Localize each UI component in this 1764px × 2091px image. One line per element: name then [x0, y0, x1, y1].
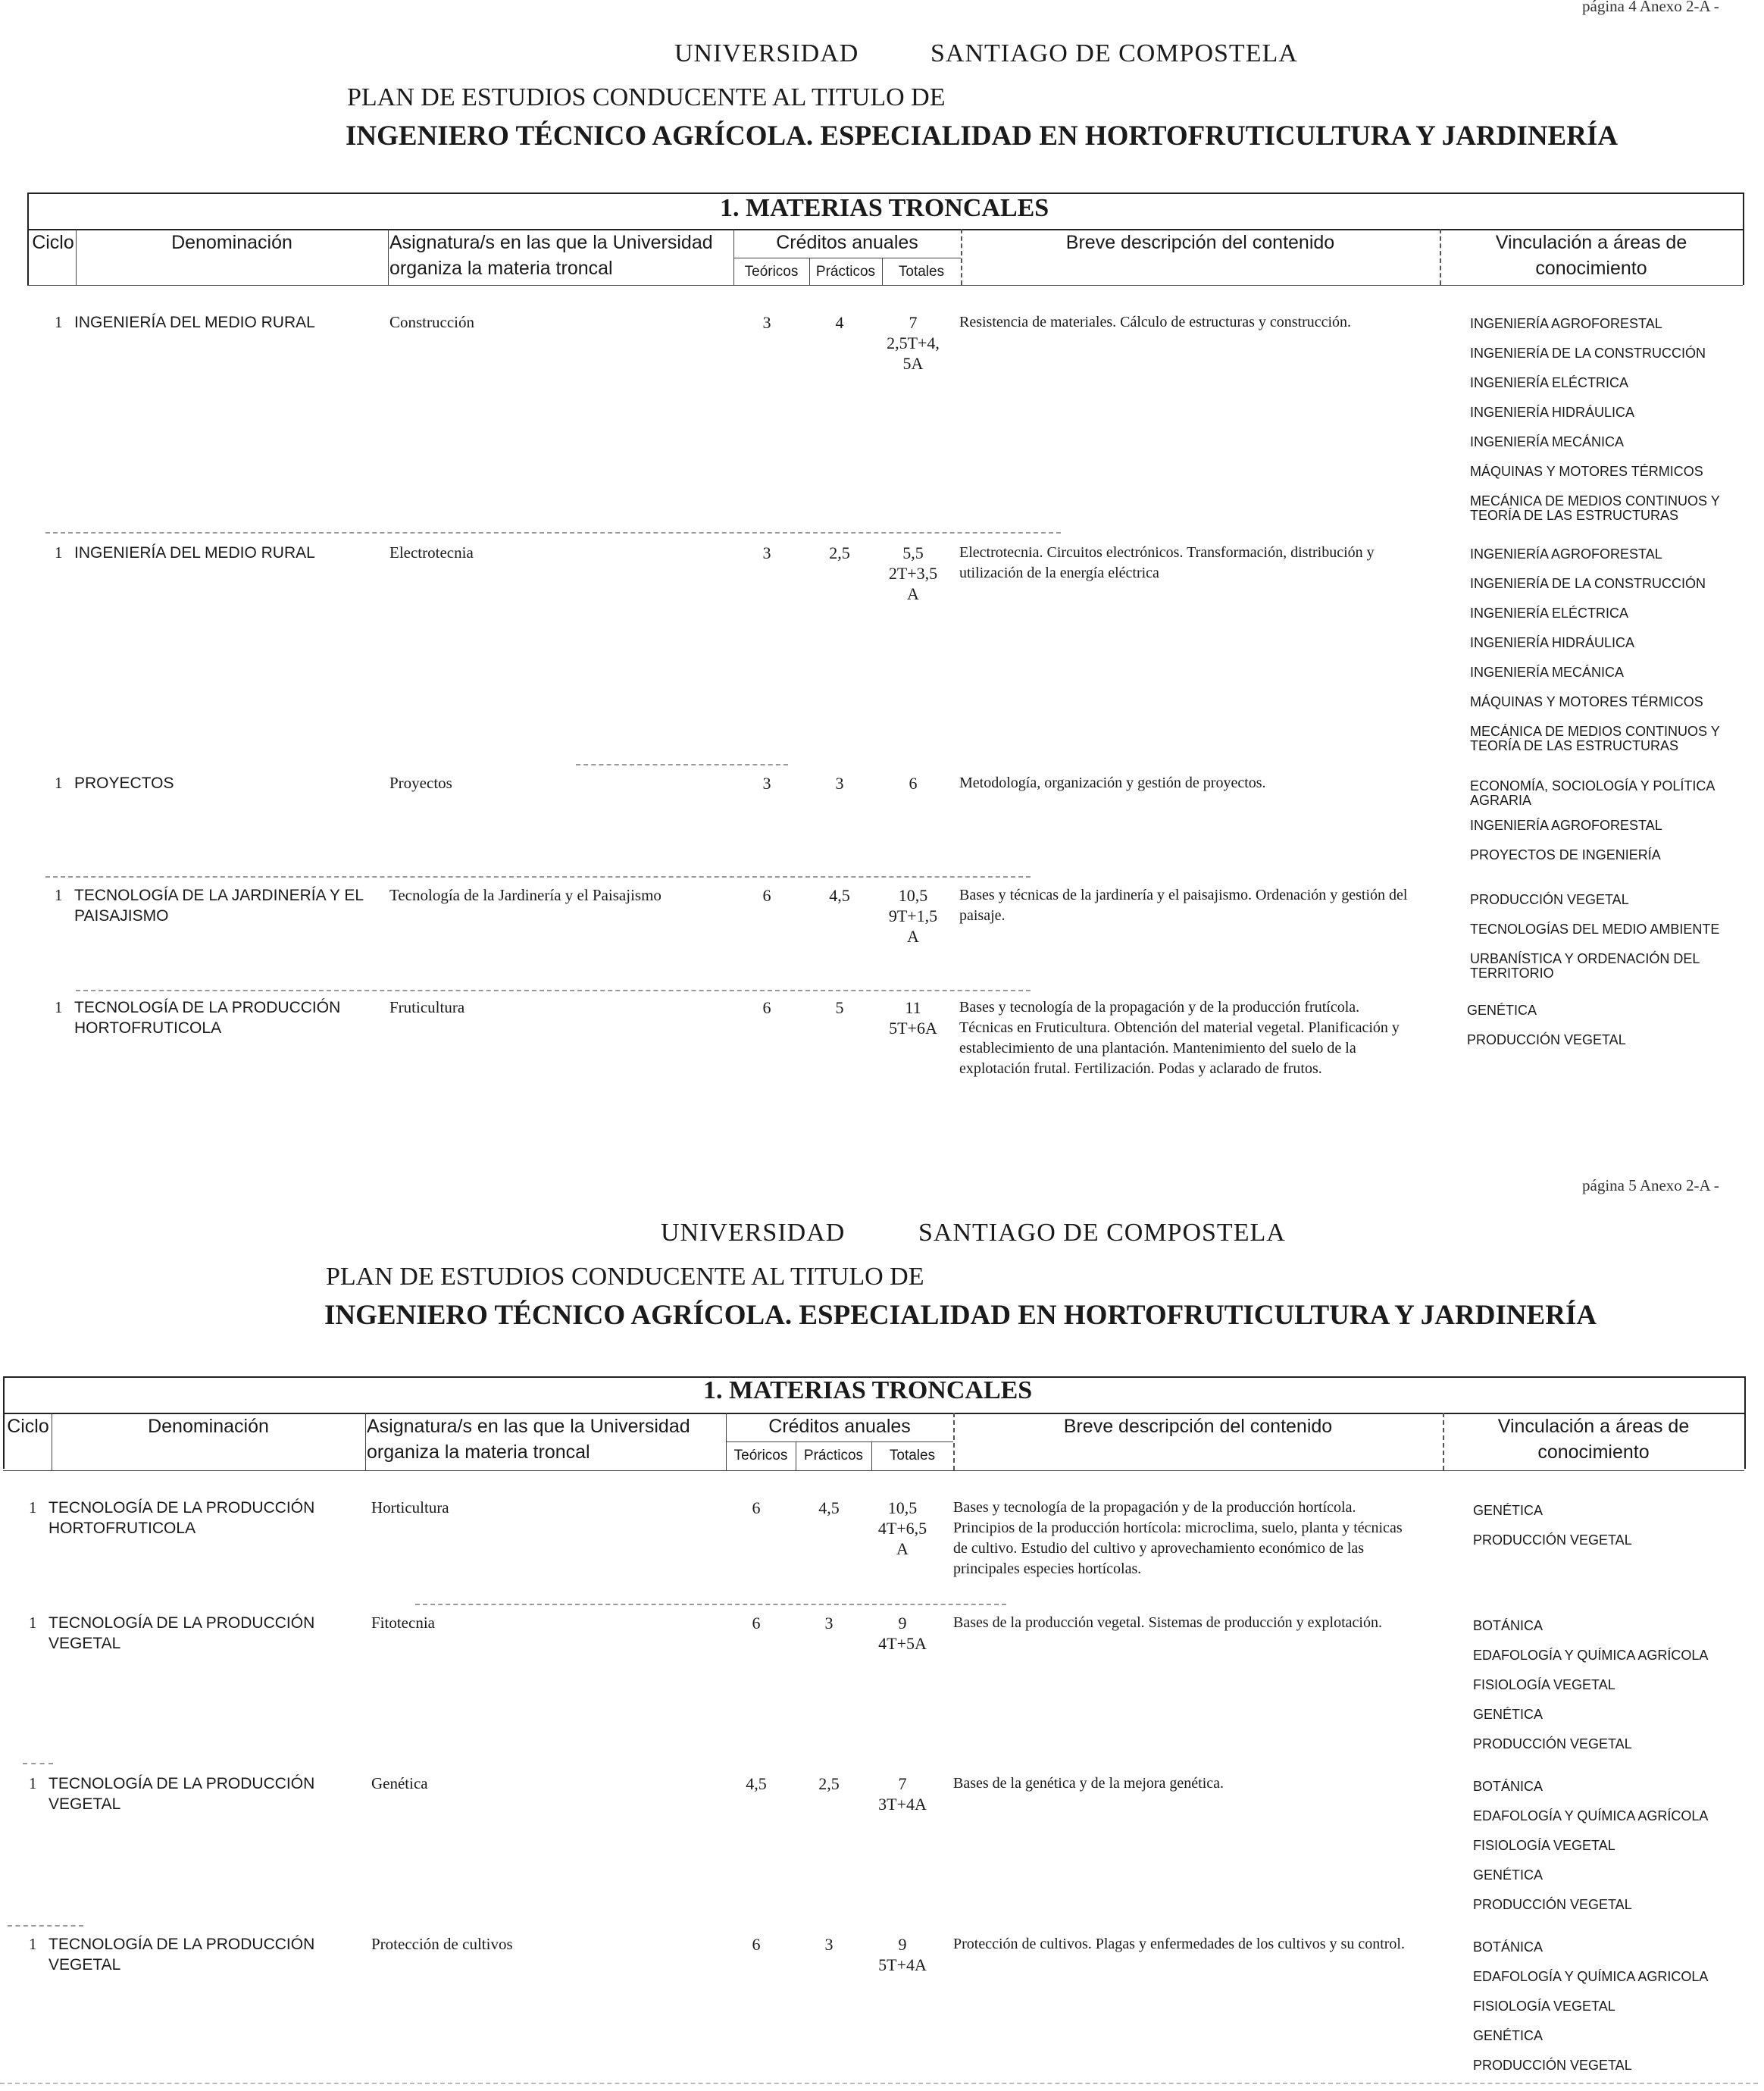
row-practicos: 3 — [824, 1614, 834, 1632]
row-descripcion: Bases de la genética y de la mejora genética. — [953, 1775, 1224, 1792]
area-item: URBANÍSTICA Y ORDENACIÓN DEL TERRITORIO — [1470, 951, 1700, 981]
row-asignatura: Construcción — [389, 313, 474, 331]
area-item: EDAFOLOGÍA Y QUÍMICA AGRÍCOLA — [1473, 1808, 1709, 1823]
row-teoricos: 6 — [752, 1498, 761, 1517]
totales-line: A — [907, 584, 919, 603]
row-areas — [1470, 779, 1758, 878]
degree-title: INGENIERO TÉCNICO AGRÍCOLA. ESPECIALIDAD EN HORTOFRUTICULTURA Y JARDINERÍA — [324, 1300, 1597, 1331]
totales-line: 10,5 — [887, 1498, 918, 1517]
area-item: GENÉTICA — [1467, 1003, 1537, 1018]
area-item: MÁQUINAS Y MOTORES TÉRMICOS — [1470, 464, 1703, 479]
row-denominacion: TECNOLOGÍA DE LA PRODUCCIÓN VEGETAL — [48, 1936, 315, 1974]
totales-line: 11 — [905, 998, 921, 1017]
totales-line: 2T+3,5 — [888, 564, 938, 583]
row-asignatura: Fruticultura — [389, 998, 465, 1016]
row-asignatura: Horticultura — [371, 1498, 449, 1517]
area-item: FISIOLOGÍA VEGETAL — [1473, 1838, 1615, 1853]
row-denominacion: TECNOLOGÍA DE LA PRODUCCIÓN VEGETAL — [48, 1775, 315, 1813]
row-totales — [861, 1934, 944, 1975]
row-descripcion: Bases y tecnología de la propagación y de la producción frutícola. Técnicas en Fruticultura. Obtención del material vegetal. Planificación y establecimiento de una plantación. Mantenimiento del suelo de la explotación frutal. Fertilización. Podas y aclarado de frutos. — [959, 999, 1400, 1077]
row-descripcion: Resistencia de materiales. Cálculo de estructuras y construcción. — [959, 314, 1352, 330]
row-teoricos: 3 — [762, 313, 771, 332]
area-item: GENÉTICA — [1473, 1503, 1544, 1518]
header-denominacion: Denominación — [148, 1416, 269, 1437]
row-denominacion: TECNOLOGÍA DE LA PRODUCCIÓN VEGETAL — [48, 1614, 315, 1652]
header-creditos: Créditos anuales — [776, 232, 918, 253]
row-teoricos: 6 — [762, 886, 771, 905]
row-teoricos: 6 — [752, 1614, 761, 1632]
header-asignatura-line2: organiza la materia troncal — [367, 1441, 590, 1463]
row-areas — [1473, 1940, 1761, 2088]
degree-title: INGENIERO TÉCNICO AGRÍCOLA. ESPECIALIDAD EN HORTOFRUTICULTURA Y JARDINERÍA — [346, 121, 1619, 152]
header-vinculacion-line2: conocimiento — [1537, 1441, 1650, 1463]
row-teoricos: 6 — [752, 1935, 761, 1954]
column-divider — [388, 229, 389, 285]
totales-line: 6 — [909, 774, 918, 793]
area-item: EDAFOLOGÍA Y QUÍMICA AGRÍCOLA — [1473, 1648, 1709, 1663]
area-item: INGENIERÍA ELÉCTRICA — [1470, 375, 1629, 390]
header-rule — [3, 1413, 1744, 1414]
bottom-edge-rule — [0, 2083, 1758, 2084]
area-item: INGENIERÍA HIDRÁULICA — [1470, 635, 1635, 650]
row-asignatura: Tecnología de la Jardinería y el Paisajismo — [389, 886, 662, 904]
area-item: PRODUCCIÓN VEGETAL — [1473, 1897, 1632, 1912]
area-item: BOTÁNICA — [1473, 1618, 1544, 1633]
row-practicos: 4,5 — [818, 1498, 840, 1517]
totales-line: 3T+4A — [878, 1795, 927, 1814]
row-ciclo: 1 — [55, 774, 63, 792]
row-asignatura: Fitotecnia — [371, 1614, 435, 1632]
row-areas — [1473, 1504, 1761, 1563]
row-totales — [871, 312, 955, 374]
area-item: PRODUCCIÓN VEGETAL — [1473, 1532, 1632, 1548]
row-totales — [871, 543, 955, 604]
totales-line: 9 — [898, 1935, 907, 1954]
header-descripcion: Breve descripción del contenido — [1063, 1416, 1333, 1437]
row-areas — [1467, 1003, 1755, 1063]
page-number-label: página 4 Anexo 2-A - — [1582, 0, 1719, 15]
header-asignatura: Asignatura/s en las que la Universidad — [367, 1416, 690, 1437]
header-practicos: Prácticos — [815, 264, 876, 280]
totales-line: 5T+6A — [889, 1019, 937, 1038]
totales-line: 10,5 — [898, 886, 928, 905]
row-separator — [76, 990, 1031, 991]
row-descripcion: Electrotecnia. Circuitos electrónicos. Transformación, distribución y utilización de la energía eléctrica — [959, 544, 1375, 581]
header-creditos: Créditos anuales — [768, 1416, 911, 1437]
university-label: UNIVERSIDAD — [674, 39, 859, 67]
row-denominacion: TECNOLOGÍA DE LA JARDINERÍA Y EL PAISAJISMO — [74, 887, 364, 925]
section-title: 1. MATERIAS TRONCALES — [720, 194, 1049, 222]
area-item: INGENIERÍA AGROFORESTAL — [1470, 546, 1662, 562]
university-label: UNIVERSIDAD — [661, 1219, 846, 1247]
row-teoricos: 4,5 — [746, 1774, 767, 1793]
row-totales — [871, 773, 955, 794]
row-ciclo: 1 — [55, 543, 63, 562]
area-item: INGENIERÍA DE LA CONSTRUCCIÓN — [1470, 576, 1706, 591]
row-practicos: 2,5 — [818, 1774, 840, 1793]
header-bottom-rule — [27, 285, 1743, 286]
row-ciclo: 1 — [55, 313, 63, 331]
area-item: BOTÁNICA — [1473, 1779, 1544, 1794]
section-title: 1. MATERIAS TRONCALES — [703, 1376, 1033, 1404]
row-teoricos: 6 — [762, 998, 771, 1017]
totales-line: 7 — [898, 1774, 907, 1793]
header-ciclo: Ciclo — [32, 232, 74, 253]
totales-line: 4T+6,5 — [877, 1519, 927, 1538]
totales-line: 5T+4A — [878, 1955, 927, 1974]
area-item: ECONOMÍA, SOCIOLOGÍA Y POLÍTICA AGRARIA — [1470, 778, 1715, 808]
row-separator — [23, 1763, 53, 1764]
row-practicos: 5 — [835, 998, 844, 1017]
area-item: INGENIERÍA AGROFORESTAL — [1470, 818, 1662, 833]
totales-line: A — [896, 1539, 909, 1558]
totales-line: 4T+5A — [878, 1634, 927, 1653]
header-vinculacion: Vinculación a áreas de — [1495, 232, 1687, 253]
totales-line: 9T+1,5 — [888, 906, 938, 925]
row-descripcion: Bases y tecnología de la propagación y de la producción hortícola. Principios de la producción hortícola: microclima, suelo, planta y técnicas de cultivo. Estudio del cultivo y aprovechamiento económico de las principales especies hortícolas. — [953, 1499, 1403, 1577]
totales-line: 5,5 — [902, 543, 924, 562]
row-separator — [8, 1925, 83, 1927]
area-item: PRODUCCIÓN VEGETAL — [1470, 892, 1629, 907]
row-practicos: 3 — [835, 774, 844, 793]
row-asignatura: Protección de cultivos — [371, 1935, 513, 1953]
header-descripcion: Breve descripción del contenido — [1065, 232, 1335, 253]
header-bottom-rule — [3, 1470, 1744, 1471]
area-item: INGENIERÍA MECÁNICA — [1470, 434, 1625, 449]
area-item: MÁQUINAS Y MOTORES TÉRMICOS — [1470, 694, 1703, 709]
area-item: PROYECTOS DE INGENIERÍA — [1470, 847, 1661, 862]
row-ciclo: 1 — [29, 1614, 37, 1632]
plan-title: PLAN DE ESTUDIOS CONDUCENTE AL TITULO DE — [347, 83, 946, 111]
area-item: GENÉTICA — [1473, 1867, 1544, 1883]
row-descripcion: Protección de cultivos. Plagas y enfermedades de los cultivos y su control. — [953, 1936, 1405, 1952]
row-teoricos: 3 — [762, 774, 771, 793]
row-areas — [1470, 893, 1758, 991]
row-areas — [1470, 317, 1758, 534]
area-item: INGENIERÍA AGROFORESTAL — [1470, 316, 1662, 331]
page-number-label: página 5 Anexo 2-A - — [1582, 1176, 1719, 1194]
header-teoricos: Teóricos — [744, 264, 799, 280]
totales-line: 5A — [902, 354, 924, 373]
row-separator — [415, 1604, 1006, 1605]
header-practicos: Prácticos — [803, 1448, 864, 1463]
row-descripcion: Bases y técnicas de la jardinería y el paisajismo. Ordenación y gestión del paisaje. — [959, 887, 1408, 924]
totales-line: 2,5T+4, — [887, 333, 940, 352]
area-item: INGENIERÍA DE LA CONSTRUCCIÓN — [1470, 346, 1706, 361]
area-item: GENÉTICA — [1473, 2028, 1544, 2043]
header-totales: Totales — [898, 264, 945, 280]
row-teoricos: 3 — [762, 543, 771, 562]
row-separator — [45, 532, 1061, 534]
area-item: PRODUCCIÓN VEGETAL — [1473, 1736, 1632, 1751]
row-ciclo: 1 — [29, 1935, 37, 1953]
row-totales — [871, 997, 955, 1038]
header-ciclo: Ciclo — [7, 1416, 49, 1437]
row-areas — [1470, 547, 1758, 764]
header-vinculacion: Vinculación a áreas de — [1497, 1416, 1690, 1437]
area-item: GENÉTICA — [1473, 1707, 1544, 1722]
area-item: EDAFOLOGÍA Y QUÍMICA AGRICOLA — [1473, 1969, 1709, 1984]
row-separator — [45, 876, 1031, 878]
credits-subheader-rule — [726, 1441, 953, 1442]
row-ciclo: 1 — [55, 886, 63, 904]
header-totales: Totales — [889, 1448, 936, 1463]
totales-line: 9 — [898, 1614, 907, 1632]
header-asignatura-line2: organiza la materia troncal — [389, 258, 613, 279]
row-separator — [576, 764, 788, 765]
row-denominacion: INGENIERÍA DEL MEDIO RURAL — [74, 314, 315, 331]
row-asignatura: Electrotecnia — [389, 543, 474, 562]
row-totales — [871, 885, 955, 947]
row-totales — [861, 1613, 944, 1654]
header-teoricos: Teóricos — [733, 1448, 788, 1463]
area-item: FISIOLOGÍA VEGETAL — [1473, 1677, 1615, 1692]
row-practicos: 2,5 — [829, 543, 850, 562]
row-descripcion: Bases de la producción vegetal. Sistemas de producción y explotación. — [953, 1614, 1382, 1631]
row-descripcion: Metodología, organización y gestión de proyectos. — [959, 775, 1266, 791]
header-rule — [27, 229, 1743, 230]
area-item: INGENIERÍA ELÉCTRICA — [1470, 606, 1629, 621]
area-item: MECÁNICA DE MEDIOS CONTINUOS Y TEORÍA DE LAS ESTRUCTURAS — [1470, 724, 1720, 753]
area-item: INGENIERÍA MECÁNICA — [1470, 665, 1625, 680]
row-ciclo: 1 — [55, 998, 63, 1016]
row-practicos: 4,5 — [829, 886, 850, 905]
area-item: FISIOLOGÍA VEGETAL — [1473, 1999, 1615, 2014]
header-vinculacion-line2: conocimiento — [1535, 258, 1647, 279]
area-item: BOTÁNICA — [1473, 1939, 1544, 1955]
area-item: TECNOLOGÍAS DEL MEDIO AMBIENTE — [1470, 922, 1720, 937]
plan-title: PLAN DE ESTUDIOS CONDUCENTE AL TITULO DE — [326, 1263, 924, 1291]
university-name: SANTIAGO DE COMPOSTELA — [918, 1219, 1286, 1247]
row-totales — [861, 1773, 944, 1814]
area-item: INGENIERÍA HIDRÁULICA — [1470, 405, 1635, 420]
row-denominacion: TECNOLOGÍA DE LA PRODUCCIÓN HORTOFRUTICOLA — [74, 999, 341, 1037]
row-totales — [861, 1498, 944, 1559]
header-denominacion: Denominación — [171, 232, 292, 253]
column-divider — [365, 1413, 366, 1470]
totales-line: A — [907, 927, 919, 946]
row-practicos: 3 — [824, 1935, 834, 1954]
row-denominacion: TECNOLOGÍA DE LA PRODUCCIÓN HORTOFRUTICOLA — [48, 1499, 315, 1537]
totales-line: 7 — [909, 313, 918, 332]
row-asignatura: Genética — [371, 1774, 428, 1792]
row-denominacion: PROYECTOS — [74, 775, 174, 792]
row-practicos: 4 — [835, 313, 844, 332]
row-ciclo: 1 — [29, 1498, 37, 1517]
row-ciclo: 1 — [29, 1774, 37, 1792]
row-asignatura: Proyectos — [389, 774, 452, 792]
header-asignatura: Asignatura/s en las que la Universidad — [389, 232, 713, 253]
area-item: MECÁNICA DE MEDIOS CONTINUOS Y TEORÍA DE LAS ESTRUCTURAS — [1470, 493, 1720, 523]
row-areas — [1473, 1619, 1761, 1767]
area-item: PRODUCCIÓN VEGETAL — [1473, 2058, 1632, 2073]
area-item: PRODUCCIÓN VEGETAL — [1467, 1032, 1626, 1047]
row-denominacion: INGENIERÍA DEL MEDIO RURAL — [74, 544, 315, 562]
row-areas — [1473, 1780, 1761, 1927]
university-name: SANTIAGO DE COMPOSTELA — [930, 39, 1298, 67]
